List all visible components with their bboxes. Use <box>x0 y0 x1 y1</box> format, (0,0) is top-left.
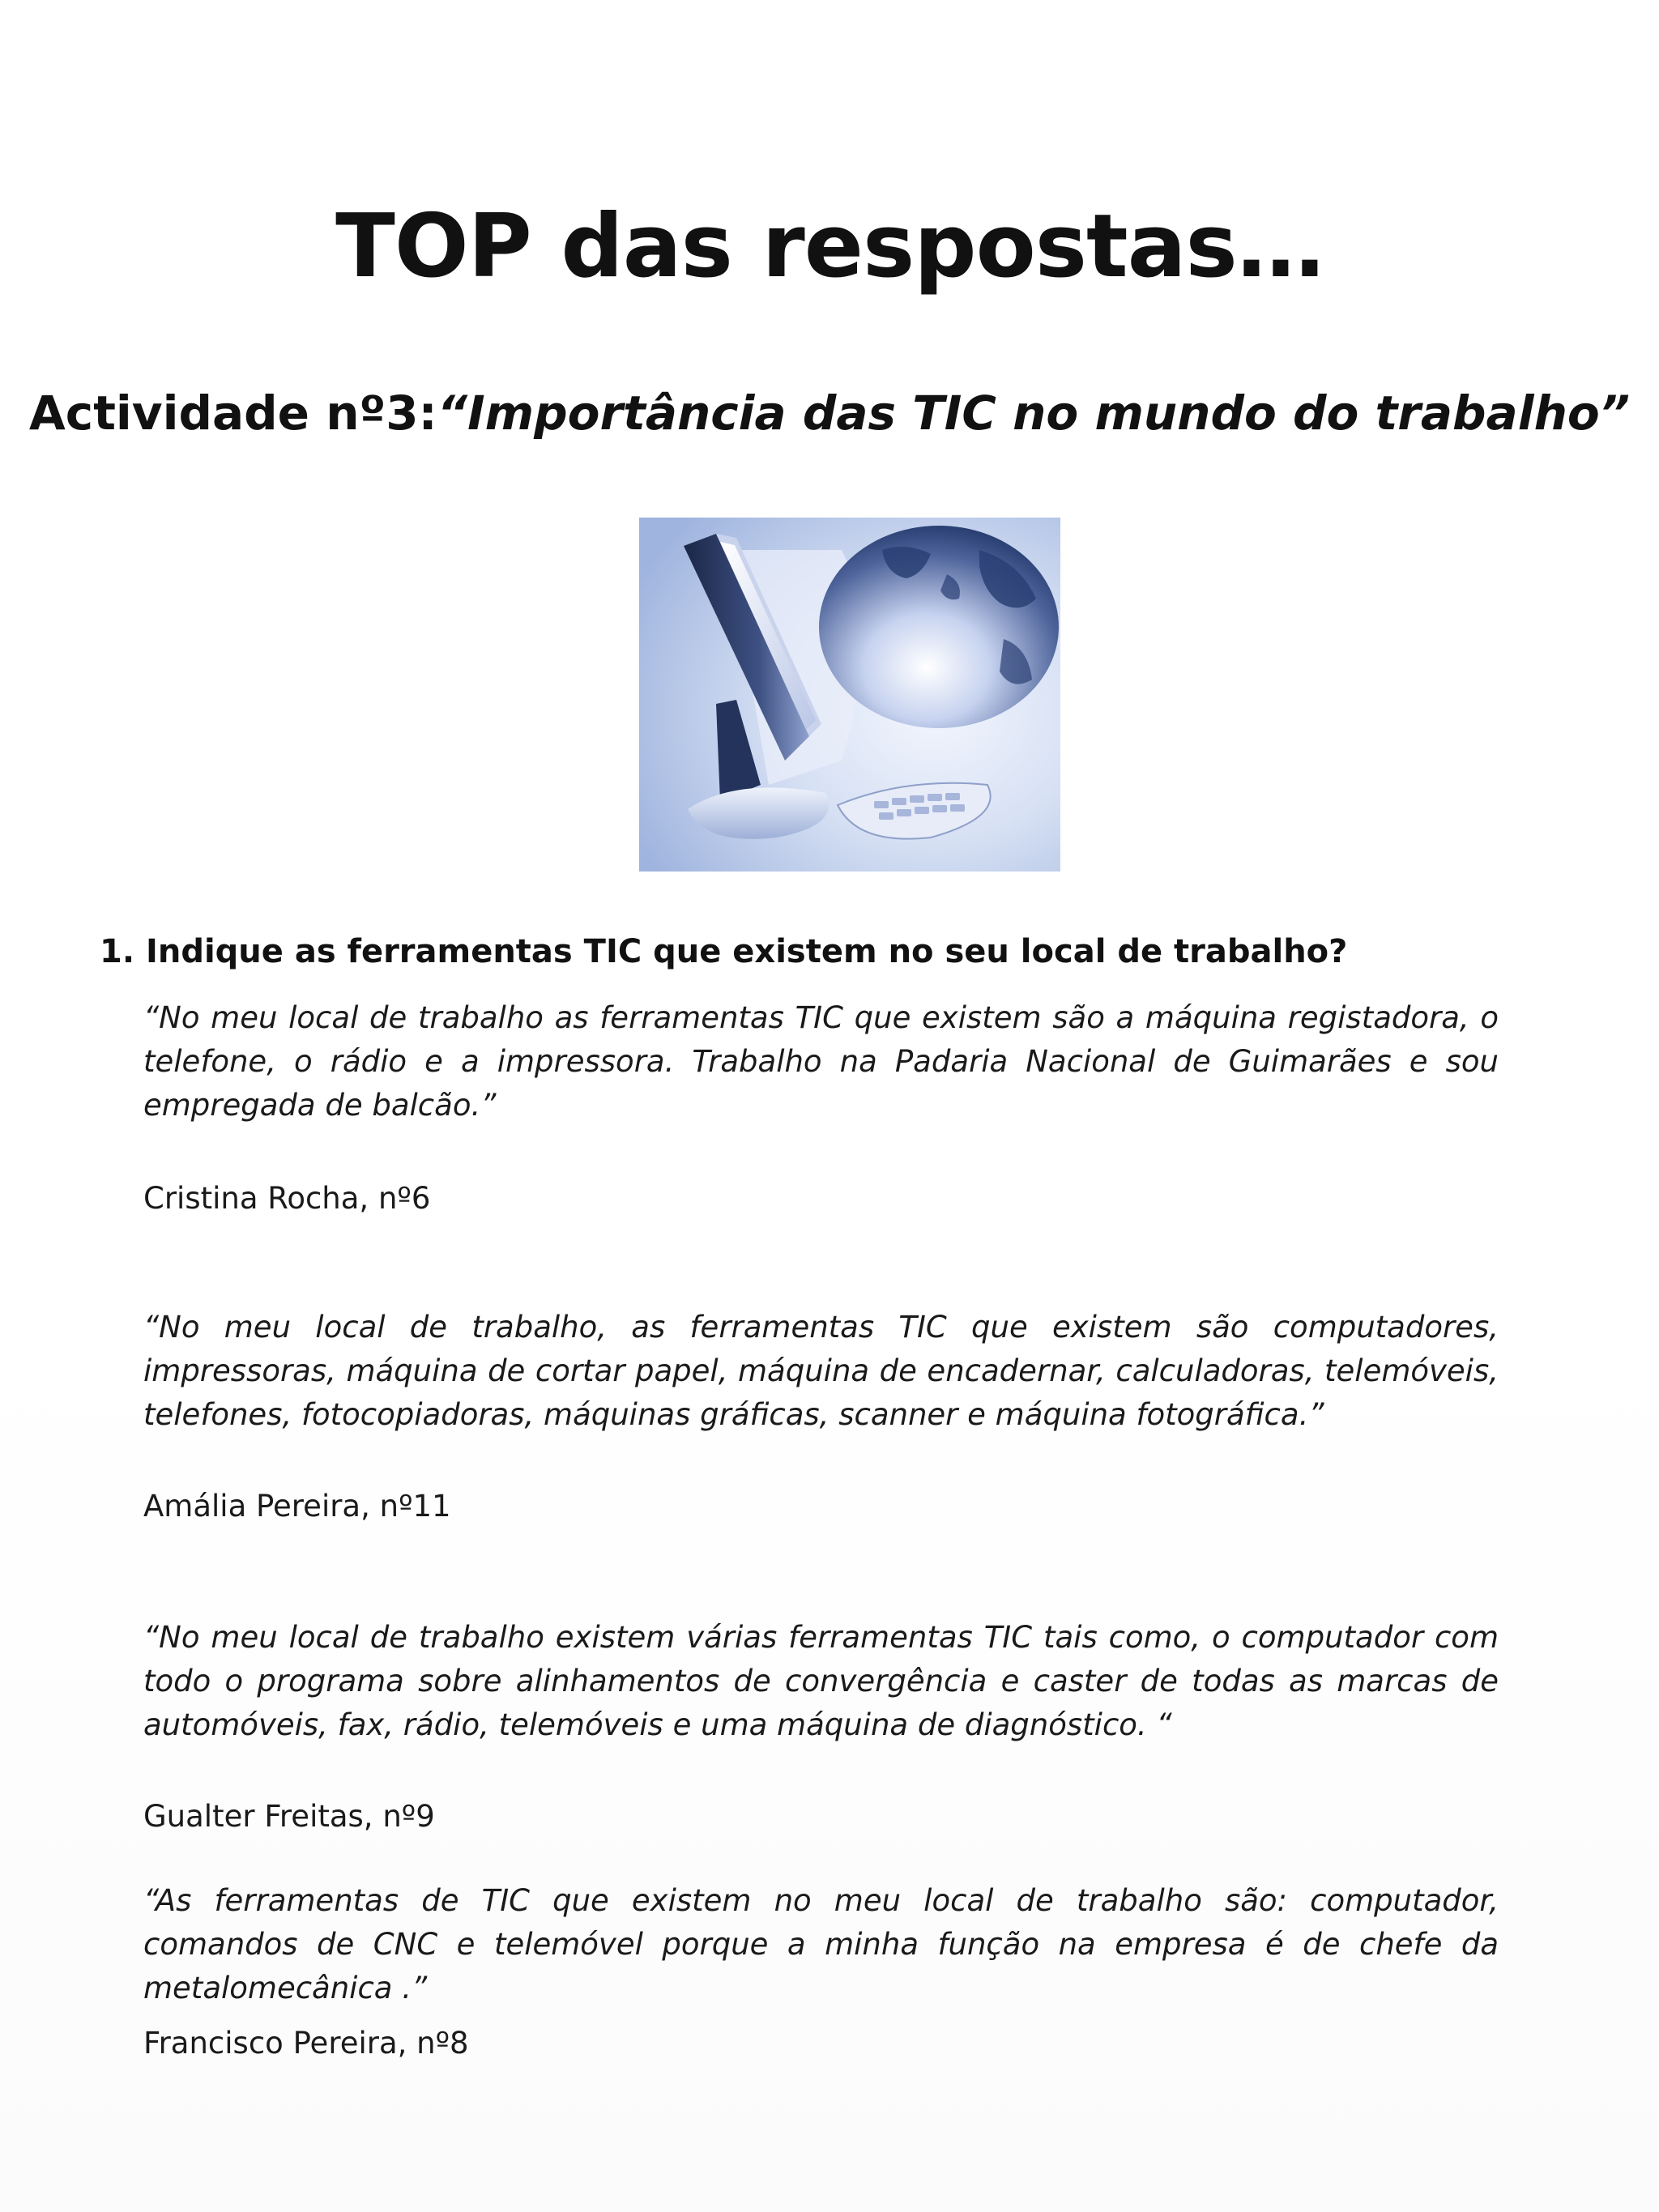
page-title: TOP das respostas… <box>335 196 1324 297</box>
activity-number: Actividade nº3: <box>28 386 437 441</box>
answer-author: Gualter Freitas, nº9 <box>143 1799 435 1834</box>
answer-quote: “No meu local de trabalho existem várias ferramentas TIC tais como, o computador com todo o programa sobre alinhamentos de convergência e caster de todas as marcas de automóveis, fax, rádio, telemóveis e uma máquina de diagnóstico. “ <box>143 1620 1499 1742</box>
answer-quote: “No meu local de trabalho as ferramentas TIC que existem são a máquina registadora, o telefone, o rádio e a impressora. Trabalho na Padaria Nacional de Guimarães e sou empregada de balcão.” <box>143 1000 1499 1123</box>
activity-subtitle <box>0 381 1659 445</box>
answer-author: Francisco Pereira, nº8 <box>143 2026 469 2061</box>
activity-theme: “Importância das TIC no mundo do trabalho” <box>437 386 1631 441</box>
question-1: 1. Indique as ferramentas TIC que existem no seu local de trabalho? <box>100 933 1348 970</box>
answer-author: Cristina Rocha, nº6 <box>143 1181 431 1216</box>
answer-author: Amália Pereira, nº11 <box>143 1489 451 1524</box>
answer-quote: “No meu local de trabalho, as ferramentas TIC que existem são computadores, impressoras, máquina de cortar papel, máquina de encadernar, calculadoras, telemóveis, telefones, fotocopiadoras, máquinas gráficas, scanner e máquina fotográfica.” <box>143 1310 1499 1432</box>
computer-globe-illustration <box>639 518 1060 872</box>
answer-quote: “As ferramentas de TIC que existem no meu local de trabalho são: computador, comandos de CNC e telemóvel porque a minha função na empresa é de chefe da metalomecânica .” <box>143 1883 1499 2005</box>
